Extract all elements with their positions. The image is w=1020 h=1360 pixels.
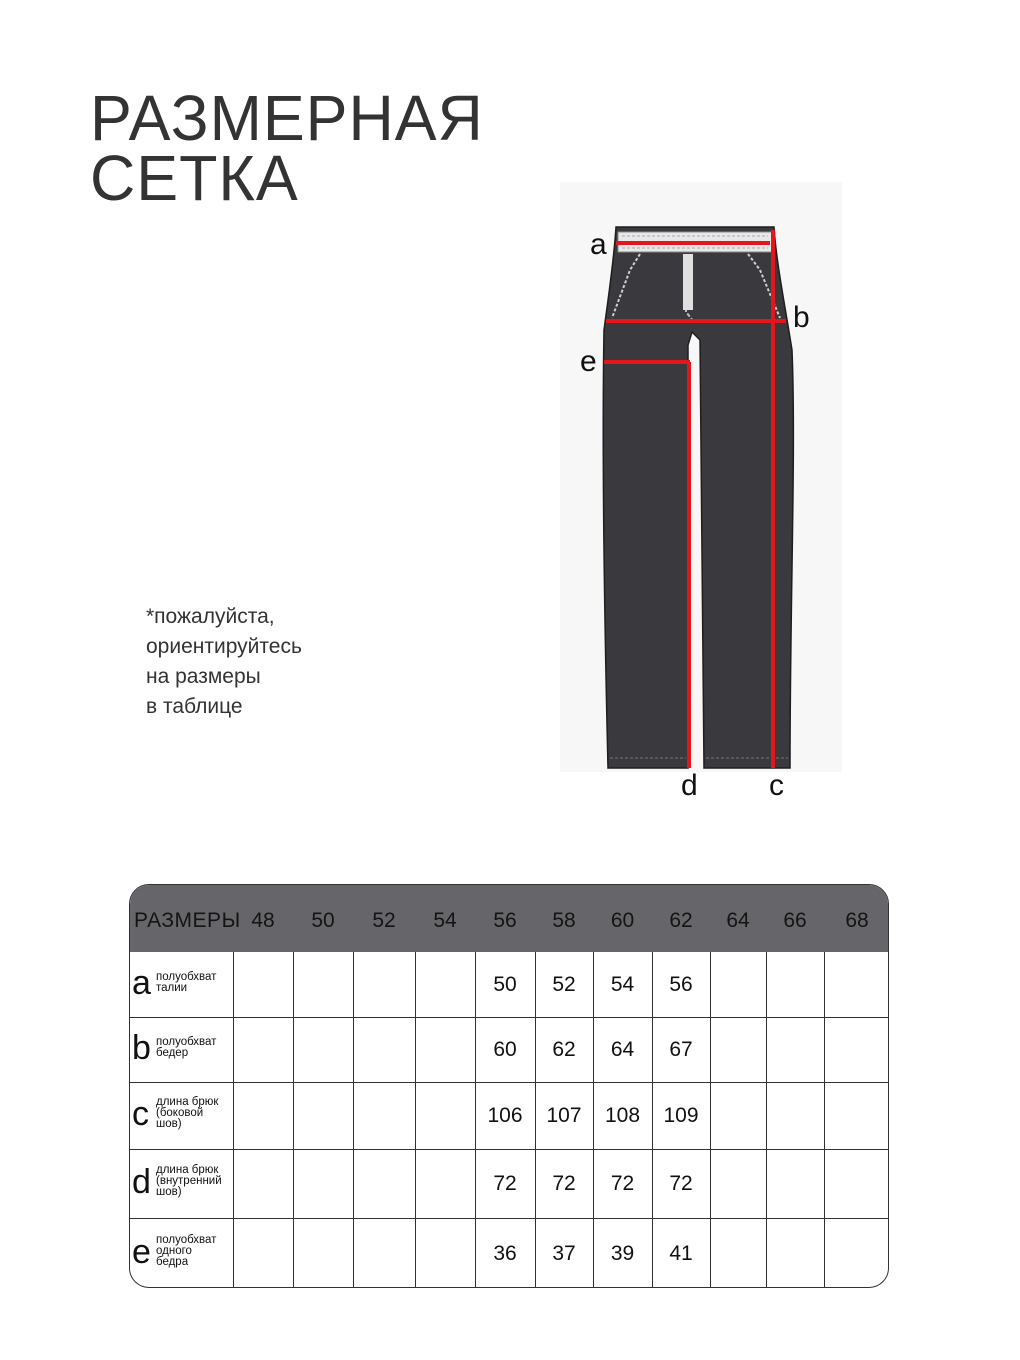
header-size-56: 56: [493, 909, 517, 932]
table-cell: [415, 1218, 475, 1288]
row-description-line: талии: [156, 981, 188, 994]
label-d: d: [681, 769, 698, 802]
table-row: [130, 1082, 888, 1149]
table-cell: [415, 1017, 475, 1082]
table-cell: [415, 952, 475, 1017]
table-cell: 72: [552, 1172, 576, 1195]
page-title: [90, 82, 484, 214]
row-description-line: полуобхват: [156, 1234, 217, 1246]
label-e: e: [580, 345, 597, 378]
table-cell: [415, 1082, 475, 1149]
table-cell: [293, 1149, 353, 1218]
row-description-line: (боковой: [156, 1107, 204, 1119]
row-label-b: [132, 1017, 235, 1082]
row-description: [156, 1097, 218, 1130]
header-size-62: 62: [669, 909, 693, 932]
size-note: [146, 602, 302, 722]
table-row: [130, 952, 888, 1017]
table-cell: 72: [669, 1172, 693, 1195]
table-cell: 36: [493, 1242, 517, 1265]
header-size-52: 52: [372, 909, 396, 932]
row-description: [156, 1037, 216, 1059]
row-letter: b: [132, 1028, 151, 1067]
table-cell: [353, 1017, 415, 1082]
table-cell: 56: [669, 973, 693, 996]
table-cell: 37: [552, 1242, 576, 1265]
header-size-48: 48: [251, 909, 275, 932]
table-cell: [293, 952, 353, 1017]
table-cell: [824, 1017, 889, 1082]
table-cell: [824, 1218, 889, 1288]
label-c: c: [769, 769, 784, 802]
row-description: [156, 1235, 216, 1268]
table-cell: [710, 952, 766, 1017]
table-cell: [766, 1149, 824, 1218]
table-cell: [353, 1082, 415, 1149]
table-cell: 50: [493, 973, 517, 996]
table-cell: 72: [610, 1172, 635, 1195]
row-description-line: бедер: [156, 1046, 189, 1059]
table-cell: [233, 1017, 293, 1082]
note-line-4: в таблице: [146, 695, 243, 718]
table-cell: [766, 1017, 824, 1082]
table-cell: [353, 1218, 415, 1288]
table-row: [130, 1149, 888, 1218]
table-cell: 106: [487, 1104, 523, 1127]
row-description-line: полуобхват: [156, 1035, 217, 1048]
row-description-line: шов): [156, 1186, 182, 1198]
note-line-2: ориентируйтесь: [146, 635, 302, 658]
fly-panel: [683, 254, 693, 310]
header-size-54: 54: [433, 909, 457, 932]
row-label-d: [132, 1149, 235, 1218]
label-a: a: [590, 228, 607, 261]
header-size-64: 64: [726, 909, 750, 932]
table-cell: 64: [610, 1038, 635, 1061]
size-table: [129, 884, 889, 1288]
table-cell: 39: [610, 1242, 635, 1265]
table-cell: 108: [604, 1104, 641, 1127]
title-line-2: СЕТКА: [90, 142, 299, 214]
row-letter: a: [132, 963, 151, 1002]
row-letter: e: [132, 1232, 151, 1271]
table-cell: [233, 952, 293, 1017]
header-size-68: 68: [845, 909, 869, 932]
row-description: [156, 972, 216, 994]
table-cell: [233, 1082, 293, 1149]
row-description: [156, 1165, 222, 1198]
row-description-line: бедра: [156, 1256, 189, 1268]
table-cell: [233, 1149, 293, 1218]
table-cell: 60: [493, 1038, 517, 1061]
header-size-66: 66: [783, 909, 807, 932]
table-cell: 67: [669, 1038, 693, 1061]
table-cell: 54: [610, 973, 635, 996]
row-description-line: (внутренний: [156, 1175, 222, 1187]
note-line-3: на размеры: [146, 665, 261, 688]
pants-measurement-diagram: [560, 180, 860, 810]
row-label-a: [132, 952, 235, 1017]
table-cell: [415, 1149, 475, 1218]
header-sizes-label: РАЗМЕРЫ: [134, 909, 241, 932]
table-cell: [293, 1082, 353, 1149]
title-line-1: РАЗМЕРНАЯ: [90, 82, 484, 154]
row-description-line: полуобхват: [156, 970, 217, 983]
table-cell: 52: [552, 973, 576, 996]
label-b: b: [793, 301, 810, 334]
table-cell: [353, 1149, 415, 1218]
row-letter: c: [132, 1094, 149, 1133]
table-cell: [710, 1017, 766, 1082]
table-cell: 41: [669, 1242, 693, 1265]
row-description-line: шов): [156, 1118, 182, 1130]
table-cell: [710, 1082, 766, 1149]
row-label-e: [132, 1218, 235, 1288]
header-size-50: 50: [311, 909, 335, 932]
note-line-1: *пожалуйста,: [146, 605, 275, 628]
table-cell: 109: [663, 1104, 699, 1127]
table-cell: [766, 952, 824, 1017]
row-description-line: длина брюк: [156, 1096, 219, 1108]
table-cell: 72: [493, 1172, 517, 1195]
table-header: [130, 885, 888, 952]
header-size-58: 58: [552, 909, 576, 932]
table-cell: [293, 1218, 353, 1288]
table-cell: [353, 952, 415, 1017]
table-cell: [710, 1149, 766, 1218]
table-cell: [824, 1149, 889, 1218]
table-cell: [766, 1218, 824, 1288]
row-description-line: одного: [156, 1245, 192, 1257]
header-size-60: 60: [610, 909, 635, 932]
row-label-c: [132, 1082, 235, 1149]
table-cell: [824, 952, 889, 1017]
table-cell: [766, 1082, 824, 1149]
table-cell: 107: [546, 1104, 582, 1127]
table-row: [130, 1017, 888, 1082]
table-cell: 62: [552, 1038, 576, 1061]
row-letter: d: [132, 1162, 151, 1201]
table-cell: [824, 1082, 889, 1149]
table-cell: [293, 1017, 353, 1082]
table-row: [130, 1218, 888, 1288]
table-cell: [710, 1218, 766, 1288]
row-description-line: длина брюк: [156, 1164, 219, 1176]
table-cell: [233, 1218, 293, 1288]
